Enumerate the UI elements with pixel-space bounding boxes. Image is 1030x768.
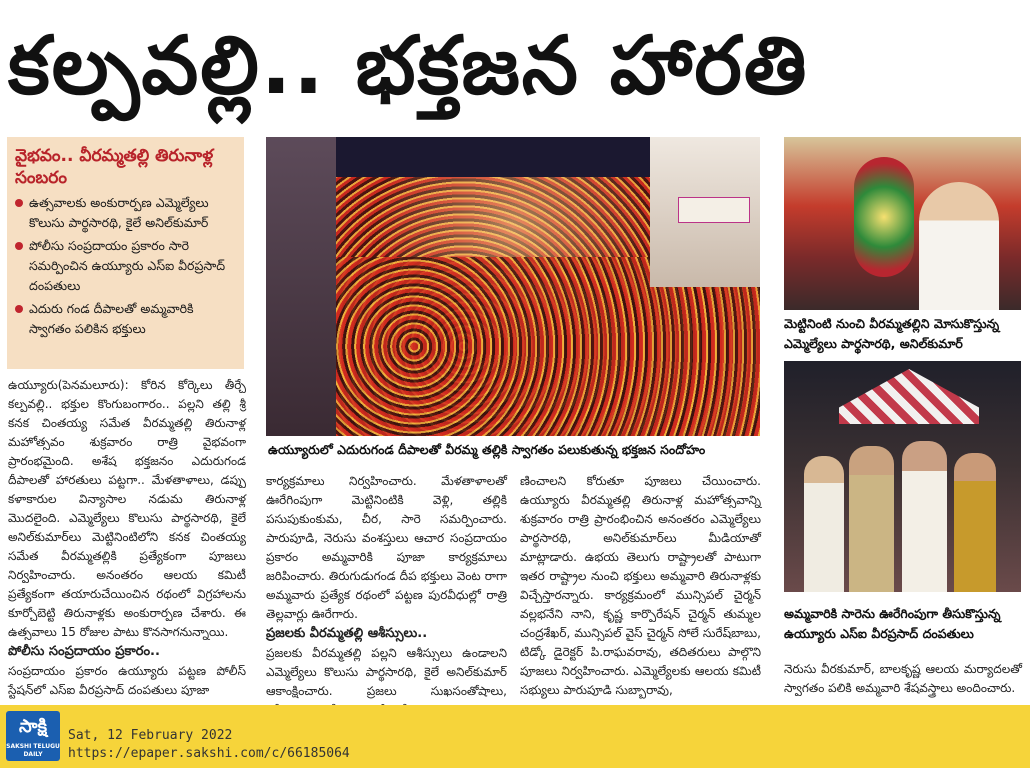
article-column-4: [784, 660, 1022, 698]
bullet-dot-icon: [15, 199, 23, 207]
source-link[interactable]: https://epaper.sakshi.com/c/66185064: [68, 746, 350, 761]
highlights-list: [7, 193, 244, 339]
highlight-text: ఉత్సవాలకు అంకురార్పణ ఎమ్మెల్యేలు కొలుసు పార్థసారథి, కైలే అనిల్‌కుమార్: [29, 195, 209, 230]
article-paragraph: కార్యక్రమాలు నిర్వహించారు. మేళతాళాలతో ఊరేగింపుగా మెట్టినింటికి వెళ్లి, తల్లికి పసుపుకుంకుమ, చీర, సారె సమర్పించారు. పారుపూడి, నెరుసు వంశస్తులు ఆచార సంప్రదాయం ప్రకారం అమ్మవారికి పూజా కార్యక్రమాలు జరిపించారు. తిరుగుడుగండ దీప భక్తులు వెంట రాగా అమ్మవారు ప్రత్యేక రథంలో పట్టణ పురవీధుల్లో రాత్రి తెల్లవార్లు ఊరేగారు.: [266, 474, 507, 621]
headline: కల్పవల్లి.. భక్తజన హారతి: [8, 19, 809, 112]
main-photo-building-left: [266, 137, 336, 436]
logo-text: సాక్షి: [19, 716, 47, 737]
article-column-1: [8, 376, 246, 700]
person-figure: [849, 446, 894, 592]
main-photo: [266, 137, 760, 436]
article-column-3: [520, 472, 761, 700]
bullet-dot-icon: [15, 242, 23, 250]
person-figure: [804, 456, 844, 592]
article-paragraph: సంప్రదాయం ప్రకారం ఉయ్యూరు పట్టణ పోలీస్ స్టేషన్‌లో ఎస్‌ఐ వీరప్రసాద్ దంపతులు పూజా: [8, 664, 246, 697]
bottom-right-photo: [784, 361, 1021, 592]
highlights-box: [7, 137, 244, 369]
article-subheading: ప్రజలకు వీరమ్మతల్లి ఆశీస్సులు..: [266, 626, 428, 641]
main-photo-caption: ఉయ్యూరులో ఎదురుగండ దీపాలతో వీరమ్మ తల్లికి స్వాగతం పలుకుతున్న భక్తజన సందోహం: [268, 442, 706, 457]
main-photo-sky: [336, 137, 650, 177]
article-paragraph: ప్రజలకు వీరమ్మతల్లి పల్లని ఆశీస్సులు ఉండాలని ఎమ్మెల్యేలు కొలుసు పార్థసారథి, కైలే అనిల్‌కుమార్ ఆకాంక్షించారు. ప్రజలు సుఖసంతోషాలు,: [266, 646, 507, 698]
footer-bar: [0, 705, 1030, 768]
main-photo-sign: [678, 197, 750, 223]
highlight-item: [15, 299, 238, 339]
highlight-item: [15, 193, 238, 233]
article-subheading: పోలీసు సంప్రదాయం ప్రకారం..: [8, 644, 160, 659]
article-paragraph: ణించాలని కోరుతూ పూజలు చేయించారు. ఉయ్యూరు వీరమ్మతల్లి తిరునాళ్ల మహోత్సవాన్ని శుక్రవారం రాత్రి ప్రారంభించిన అనంతరం ఎమ్మెల్యేలు పార్థసారథి, అనిల్‌కుమార్‌లు మీడియాతో మాట్లాడారు. ఉభయ తెలుగు రాష్ట్రాలతో పాటుగా ఇతర రాష్ట్రాల నుంచి భక్తులు అమ్మవారి తిరునాళ్లకు విచ్చేస్తారన్నారు. కార్యక్రమంలో మున్సిపల్ చైర్మన్ వల్లభనేని నాని, కృష్ణ కార్పొరేషన్ చైర్మన్ తుమ్మల చంద్రశేఖర్, మున్సిపల్ వైస్ చైర్మన్ సోలే సురేష్‌బాబు, టిడ్కో డైరెక్టర్ పి.రాఘవరావు, తదితరులు పాల్గొని పూజలు నిర్వహించారు. ఎమ్మెల్యేలకు ఆలయ కమిటీ సభ్యులు పారుపూడి సుబ్బారావు,: [520, 474, 761, 697]
article-paragraph: ఉయ్యూరు(పెనమలూరు): కోరిన కోర్కెలు తీర్చే కల్పవల్లి.. భక్తుల కొంగుబంగారం.. పల్లని తల్లి శ్రీ కనక చింతయ్య సమేత వీరమ్మతల్లి తిరునాళ్ల మహోత్సవం శుక్రవారం రాత్రి వైభవంగా ప్రారంభమైంది. అశేష భక్తజనం ఎదురుగండ దీపాలతో హారతులు పట్టగా.. మేళతాళాలు, డప్పు కళాకారుల విన్యాసాల నడుమ తిరునాళ్ల మొదలైంది. ఎమ్మెల్యేలు కొలుసు పార్థసారథి, కైలే అనిల్‌కుమార్‌లు మెట్టినింటిలోని కనక చింతయ్య సమేత వీరమ్మతల్లికి ప్రత్యేకంగా పూజలు నిర్వహించారు. అనంతరం ఆలయ కమిటీ ప్రత్యేకంగా తయారుచేయించిన రథంలో విగ్రహాలను కూర్చోబెట్టి తిరునాళ్లకు అంకురార్పణ చేశారు. ఈ ఉత్సవాలు 15 రోజుల పాటు కొనసాగనున్నాయి.: [8, 378, 246, 639]
bullet-dot-icon: [15, 305, 23, 313]
deity-idol: [854, 157, 914, 277]
highlight-text: పోలీసు సంప్రదాయం ప్రకారం సారె సమర్పించిన ఉయ్యూరు ఎస్‌ఐ వీరప్రసాద్ దంపతులు: [29, 238, 226, 293]
highlights-title: వైభవం.. వీరమ్మతల్లి తిరునాళ్ల సంబరం: [15, 146, 214, 188]
person-figure: [954, 453, 996, 592]
person-figure: [902, 441, 947, 592]
person-figure: [919, 182, 999, 310]
highlight-text: ఎదురు గండ దీపాలతో అమ్మవారికి స్వాగతం పలికిన భక్తులు: [29, 301, 194, 336]
canopy-umbrella: [839, 369, 979, 424]
top-right-photo-caption: మెట్టినింటి నుంచి వీరమ్మతల్లిని మోసుకొస్తున్న ఎమ్మెల్యేలు పార్థసారథి, అనిల్‌కుమార్: [784, 316, 1000, 351]
bottom-right-photo-caption: అమ్మవారికి సారెను ఊరేగింపుగా తీసుకొస్తున్న ఉయ్యూరు ఎస్‌ఐ వీరప్రసాద్ దంపతులు: [784, 606, 1001, 641]
sakshi-logo: [6, 711, 60, 761]
article-paragraph: నెరుసు వీరకుమార్, బాలకృష్ణ ఆలయ మర్యాదలతో స్వాగతం పలికి అమ్మవారి శేషవస్త్రాలు అందించారు.: [784, 662, 1022, 695]
top-right-photo: [784, 137, 1021, 310]
logo-subtitle: SAKSHI TELUGU DAILY: [6, 743, 60, 758]
article-column-2: [266, 472, 507, 720]
highlight-item: [15, 236, 238, 296]
publication-date: Sat, 12 February 2022: [68, 728, 233, 743]
